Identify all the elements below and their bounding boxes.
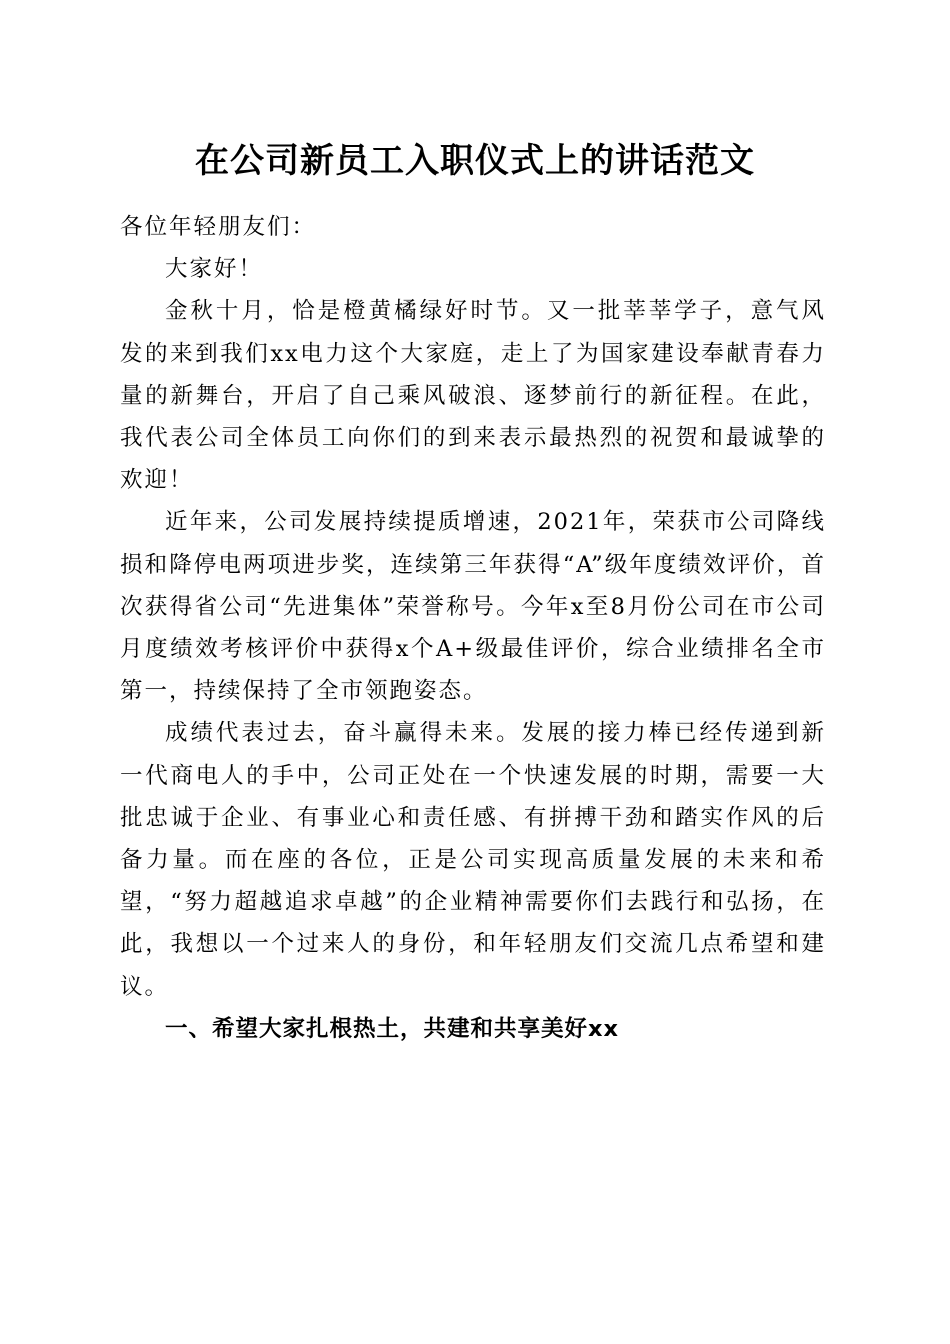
- document-title: 在公司新员工入职仪式上的讲话范文: [195, 141, 755, 181]
- paragraph-welcome: 金秋十月，恰是橙黄橘绿好时节。又一批莘莘学子，意气风发的来到我们xx电力这个大家庭，走上了为国家建设奉献青春力量的新舞台，开启了自己乘风破浪、逐梦前行的新征程。在此，我代表公司全体员工向你们的到来表示最热烈的祝贺和最诚挚的欢迎！: [120, 298, 826, 494]
- paragraph-achievements: 近年来，公司发展持续提质增速，2021年，荣获市公司降线损和降停电两项进步奖，连续第三年获得“A”级年度绩效评价，首次获得省公司“先进集体”荣誉称号。今年x至8月份公司在市公司月度绩效考核评价中获得x个A+级最佳评价，综合业绩排名全市第一，持续保持了全市领跑姿态。: [120, 509, 826, 705]
- salutation: 各位年轻朋友们：: [120, 214, 317, 240]
- document-body: [120, 206, 826, 1050]
- paragraph-future: 成绩代表过去，奋斗赢得未来。发展的接力棒已经传递到新一代商电人的手中，公司正处在一个快速发展的时期，需要一大批忠诚于企业、有事业心和责任感、有拼搏干劲和踏实作风的后备力量。而在座的各位，正是公司实现高质量发展的未来和希望，“努力超越追求卓越”的企业精神需要你们去践行和弘扬，在此，我想以一个过来人的身份，和年轻朋友们交流几点希望和建议。: [120, 720, 826, 1000]
- greeting: 大家好！: [165, 256, 264, 283]
- section-heading: 一、希望大家扎根热土，共建和共享美好xx: [165, 1015, 620, 1042]
